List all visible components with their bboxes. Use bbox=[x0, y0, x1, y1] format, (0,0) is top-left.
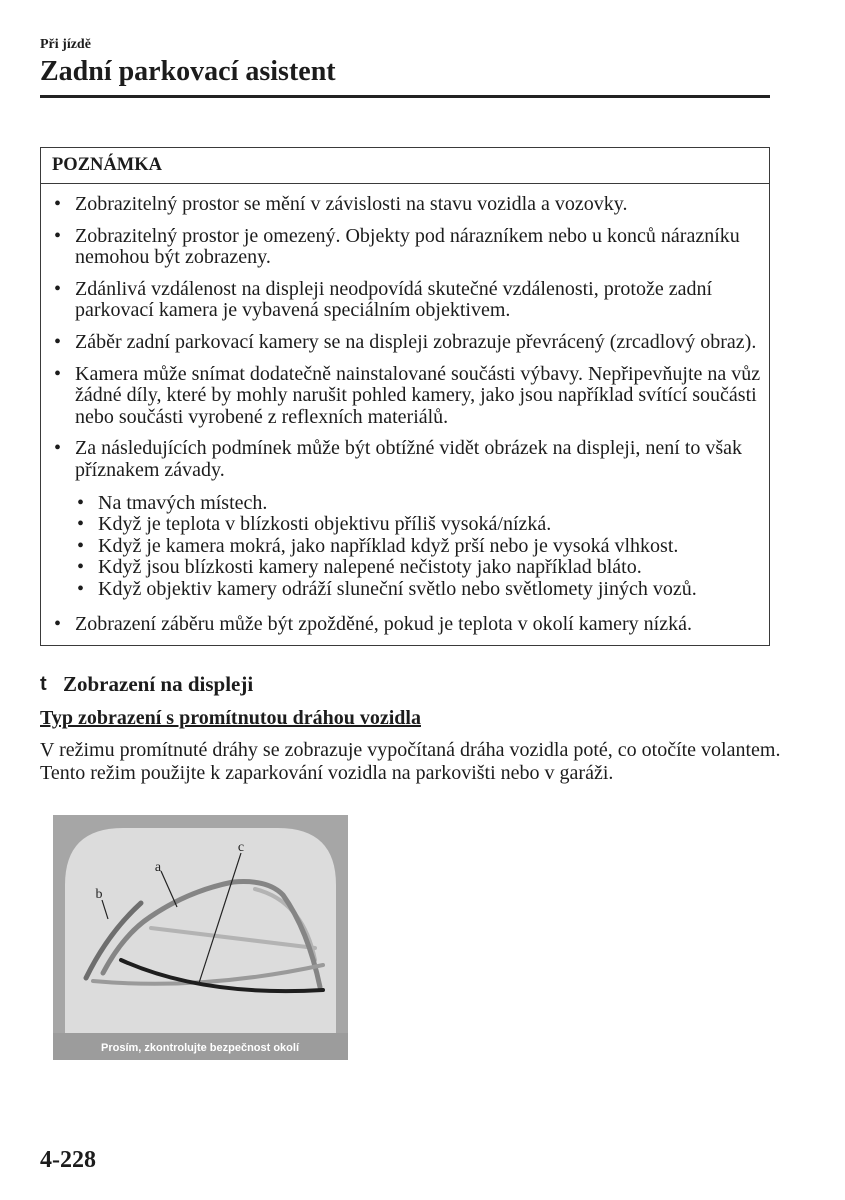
sub-heading: Typ zobrazení s promítnutou dráhou vozidla bbox=[40, 707, 421, 729]
note-item-line: • Zobrazitelný prostor se mění v závislosti na stavu vozidla a vozovky. bbox=[75, 193, 628, 215]
note-heading: POZNÁMKA bbox=[41, 148, 769, 184]
note-sub-item bbox=[75, 557, 769, 579]
note-item-line: • Za následujících podmínek může být obtížné vidět obrázek na displeji, není to však bbox=[75, 437, 743, 460]
title-divider bbox=[40, 95, 770, 98]
figure-label-a: a bbox=[154, 860, 162, 875]
note-sub-list bbox=[75, 493, 769, 601]
note-item-line: příznakem závady. bbox=[75, 458, 225, 481]
note-sub-item bbox=[75, 536, 769, 558]
note-item-line: parkovací kamera je vybavená speciálním objektivem. bbox=[75, 299, 511, 322]
note-item bbox=[41, 332, 769, 354]
page-number: 4-228 bbox=[40, 1147, 96, 1173]
note-sub-item-text: • Na tmavých místech. bbox=[98, 491, 268, 514]
note-item-line: • Záběr zadní parkovací kamery se na displeji zobrazuje převrácený (zrcadlový obraz). bbox=[75, 330, 757, 353]
note-sub-item-text: • Když je teplota v blízkosti objektivu příliš vysoká/nízká. bbox=[98, 513, 552, 536]
screen-message-text: Prosím, zkontrolujte bezpečnost okolí bbox=[100, 1042, 300, 1054]
note-item-line: • Kamera může snímat dodatečně nainstalované součásti výbavy. Nepřipevňujte na vůz bbox=[75, 362, 761, 385]
figure-label-b: b bbox=[95, 887, 103, 902]
rear-camera-display-figure bbox=[53, 815, 348, 1060]
note-item bbox=[41, 364, 769, 429]
note-item-line: žádné díly, které by mohly narušit pohled kamery, jako jsou například svítící součásti bbox=[75, 384, 757, 407]
note-item-line: • Zobrazitelný prostor je omezený. Objekty pod nárazníkem nebo u konců nárazníku bbox=[75, 224, 740, 247]
note-item bbox=[41, 279, 769, 322]
note-sub-item-text: • Když je kamera mokrá, jako například když prší nebo je vysoká vlhkost. bbox=[98, 534, 679, 557]
camera-view-area bbox=[65, 828, 336, 1033]
paragraph-line: V režimu promítnuté dráhy se zobrazuje vypočítaná dráha vozidla poté, co otočíte volantem. bbox=[40, 739, 781, 761]
note-box bbox=[40, 147, 770, 646]
note-list bbox=[41, 184, 769, 635]
note-item-line: • Zobrazení záběru může být zpožděné, pokud je teplota v okolí kamery nízká. bbox=[75, 612, 692, 635]
figure-label-c: c bbox=[237, 840, 245, 855]
note-item bbox=[41, 438, 769, 600]
note-item-line: • Zdánlivá vzdálenost na displeji neodpovídá skutečné vzdálenosti, protože zadní bbox=[75, 277, 713, 300]
note-item-line: nemohou být zobrazeny. bbox=[75, 246, 271, 269]
note-sub-item bbox=[75, 493, 769, 515]
note-item bbox=[41, 194, 769, 216]
paragraph-line: Tento režim použijte k zaparkování vozidla na parkovišti nebo v garáži. bbox=[40, 762, 614, 784]
note-item-line: nebo součásti vyrobené z reflexních materiálů. bbox=[75, 405, 449, 428]
note-sub-item-text: • Když jsou blízkosti kamery nalepené nečistoty jako například bláto. bbox=[98, 556, 642, 579]
section-heading: Zobrazení na displeji bbox=[63, 672, 254, 696]
section-marker-icon: t bbox=[40, 673, 47, 695]
note-item bbox=[41, 614, 769, 636]
running-header-section: Při jízdě bbox=[40, 37, 91, 52]
body-paragraph bbox=[40, 739, 780, 785]
note-sub-item bbox=[75, 514, 769, 536]
page-title: Zadní parkovací asistent bbox=[40, 56, 336, 87]
note-item bbox=[41, 226, 769, 269]
note-sub-item bbox=[75, 579, 769, 601]
note-sub-item-text: • Když objektiv kamery odráží sluneční světlo nebo světlomety jiných vozů. bbox=[98, 577, 697, 600]
